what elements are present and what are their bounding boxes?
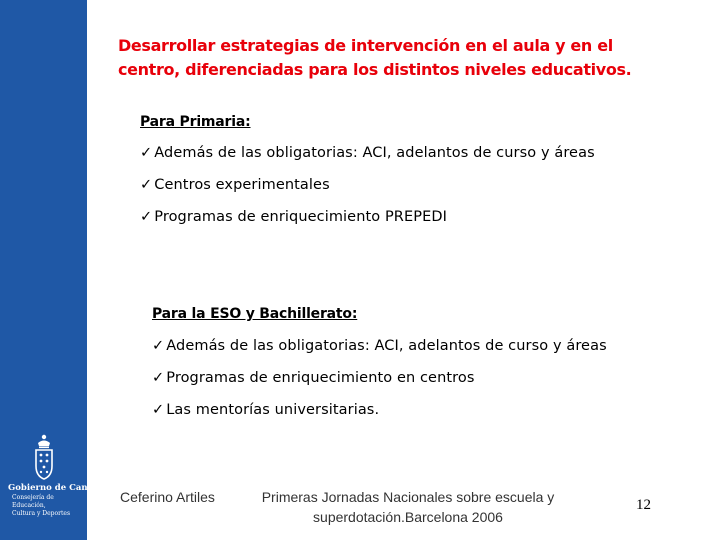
check-icon: ✓ (140, 145, 153, 161)
list-item-text: Además de las obligatorias: ACI, adelantos de curso y áreas (166, 338, 607, 354)
list-item-text: Además de las obligatorias: ACI, adelantos de curso y áreas (154, 145, 595, 161)
list-item-text: Centros experimentales (154, 177, 330, 193)
list-item (140, 145, 595, 161)
list-item (152, 370, 475, 386)
check-icon: ✓ (140, 177, 153, 193)
list-item (152, 402, 379, 418)
check-icon: ✓ (140, 209, 153, 225)
list-item (140, 209, 447, 225)
list-item-text: Programas de enriquecimiento PREPEDI (154, 209, 447, 225)
page-number: 12 (636, 497, 651, 513)
footer-event-line-2: superdotación.Barcelona 2006 (313, 509, 503, 525)
footer-author: Ceferino Artiles (120, 489, 215, 505)
section-heading-eso-bachillerato: Para la ESO y Bachillerato: (152, 306, 358, 322)
gobierno-de-canarias-logo (8, 434, 112, 518)
list-item (140, 177, 330, 193)
left-sidebar-band (0, 0, 112, 540)
logo-department-line-2: Cultura y Deportes (12, 510, 71, 517)
logo-department-line-1: Consejería de Educación, (12, 494, 54, 509)
slide-title: Desarrollar estrategias de intervención en el aula y en el centro, diferenciadas para los distintos niveles educativos. (118, 36, 632, 79)
check-icon: ✓ (152, 402, 165, 418)
coat-of-arms-icon (33, 434, 55, 480)
check-icon: ✓ (152, 338, 165, 354)
list-item (152, 338, 607, 354)
check-icon: ✓ (152, 370, 165, 386)
list-item-text: Programas de enriquecimiento en centros (166, 370, 475, 386)
list-item-text: Las mentorías universitarias. (166, 402, 380, 418)
logo-title: Gobierno de Canarias (8, 483, 112, 493)
section-heading-primaria: Para Primaria: (140, 114, 251, 130)
footer-event-line-1: Primeras Jornadas Nacionales sobre escuela y (261, 489, 555, 505)
footer-event (248, 487, 568, 527)
